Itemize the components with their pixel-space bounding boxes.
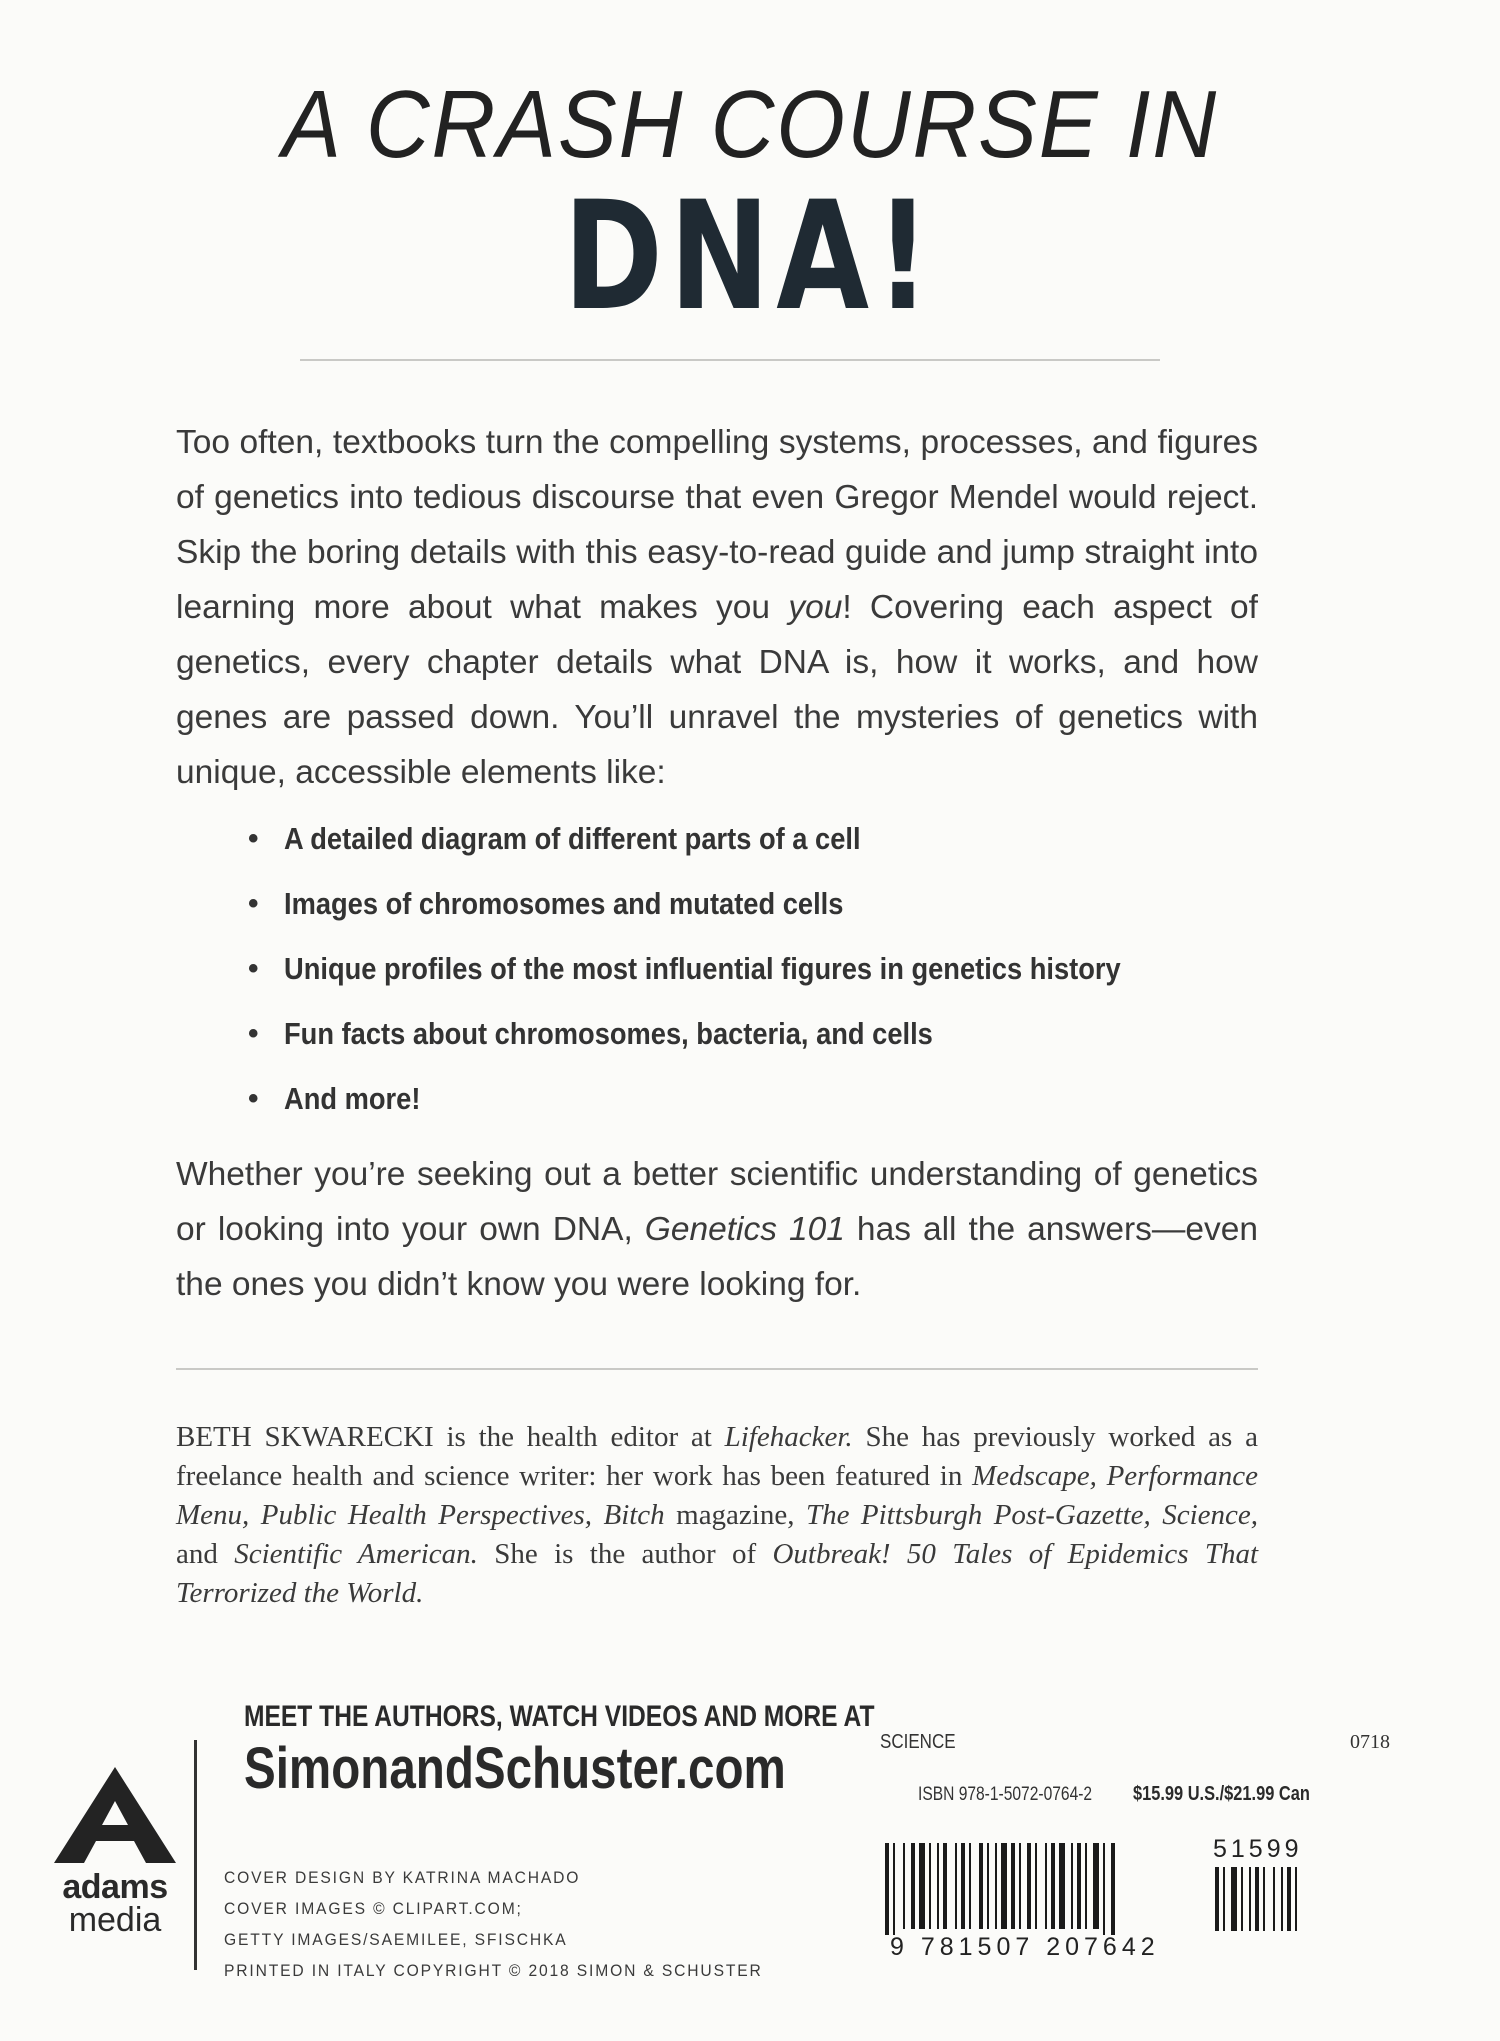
cta-text: MEET THE AUTHORS, WATCH VIDEOS AND MORE AT (244, 1700, 875, 1733)
list-item: • And more! (248, 1072, 1235, 1137)
price: $15.99 U.S./$21.99 Can (1133, 1783, 1310, 1805)
publisher-url: SimonandSchuster.com (244, 1736, 786, 1801)
intro-text-2: ! Covering each aspect of genetics, every chapter details what DNA is, how it works, and how genes are passed down. You’ll unravel the mysteries of genetics with unique, accessible elements like: (176, 589, 1258, 791)
author-bio: BETH SKWARECKI is the health editor at Lifehacker. She has previously worked as a freelance health and science writer: her work has been featured in Medscape, Performance Menu, Public Health Perspectives, Bitch magazine, The Pittsburgh Post-Gazette, Science, and Scientific American. She is the author of Outbreak! 50 Tales of Epidemics That Terrorized the World. (176, 1421, 1259, 1609)
credit-line: PRINTED IN ITALY COPYRIGHT © 2018 SIMON & SCHUSTER (224, 1961, 763, 1980)
credits-block (224, 1862, 809, 1986)
barcode-digits: 9 781507 207642 (890, 1933, 1160, 1961)
credit-line: COVER DESIGN BY KATRINA MACHADO (224, 1868, 581, 1887)
category-label: SCIENCE (880, 1731, 956, 1753)
list-item: • Images of chromosomes and mutated cells (248, 877, 1235, 942)
isbn: ISBN 978-1-5072-0764-2 (918, 1784, 1093, 1805)
middle-divider (176, 1368, 1258, 1370)
logo-word-media: media (68, 1901, 162, 1939)
list-item: • Unique profiles of the most influential figures in genetics history (248, 942, 1235, 1007)
outro-text-2: has all the answers—even the ones you didn’t know you were looking for. (176, 1211, 1258, 1303)
headline-dna: DNA! (563, 170, 937, 344)
credit-line: GETTY IMAGES/SAEMILEE, SFISCHKA (224, 1930, 568, 1949)
barcode-supplement-digits: 51599 (1213, 1835, 1303, 1863)
intro-text-1: Too often, textbooks turn the compelling systems, processes, and figures of genetics into tedious discourse that even Gregor Mendel would reject. Skip the boring details with this easy-to-read guide and jump straight into learning more about what makes you (176, 424, 1258, 626)
list-item: • Fun facts about chromosomes, bacteria, and cells (248, 1007, 1235, 1072)
credit-line: COVER IMAGES © CLIPART.COM; (224, 1899, 523, 1918)
adams-media-logo-icon (48, 1765, 182, 1865)
feature-list (248, 812, 1235, 1137)
date-code: 0718 (1350, 1731, 1390, 1753)
top-divider (300, 359, 1160, 361)
vertical-divider (194, 1740, 197, 1970)
logo-word-adams: adams (62, 1868, 168, 1906)
outro-text-1: Whether you’re seeking out a better scientific understanding of genetics or looking into your own DNA, (176, 1156, 1258, 1248)
outro-paragraph (176, 1147, 1258, 1312)
intro-emphasis: you (788, 589, 843, 626)
intro-paragraph (176, 415, 1258, 800)
list-item: • A detailed diagram of different parts of a cell (248, 812, 1235, 877)
headline: A CRASH COURSE IN (282, 71, 1218, 178)
outro-emphasis: Genetics 101 (644, 1211, 845, 1248)
